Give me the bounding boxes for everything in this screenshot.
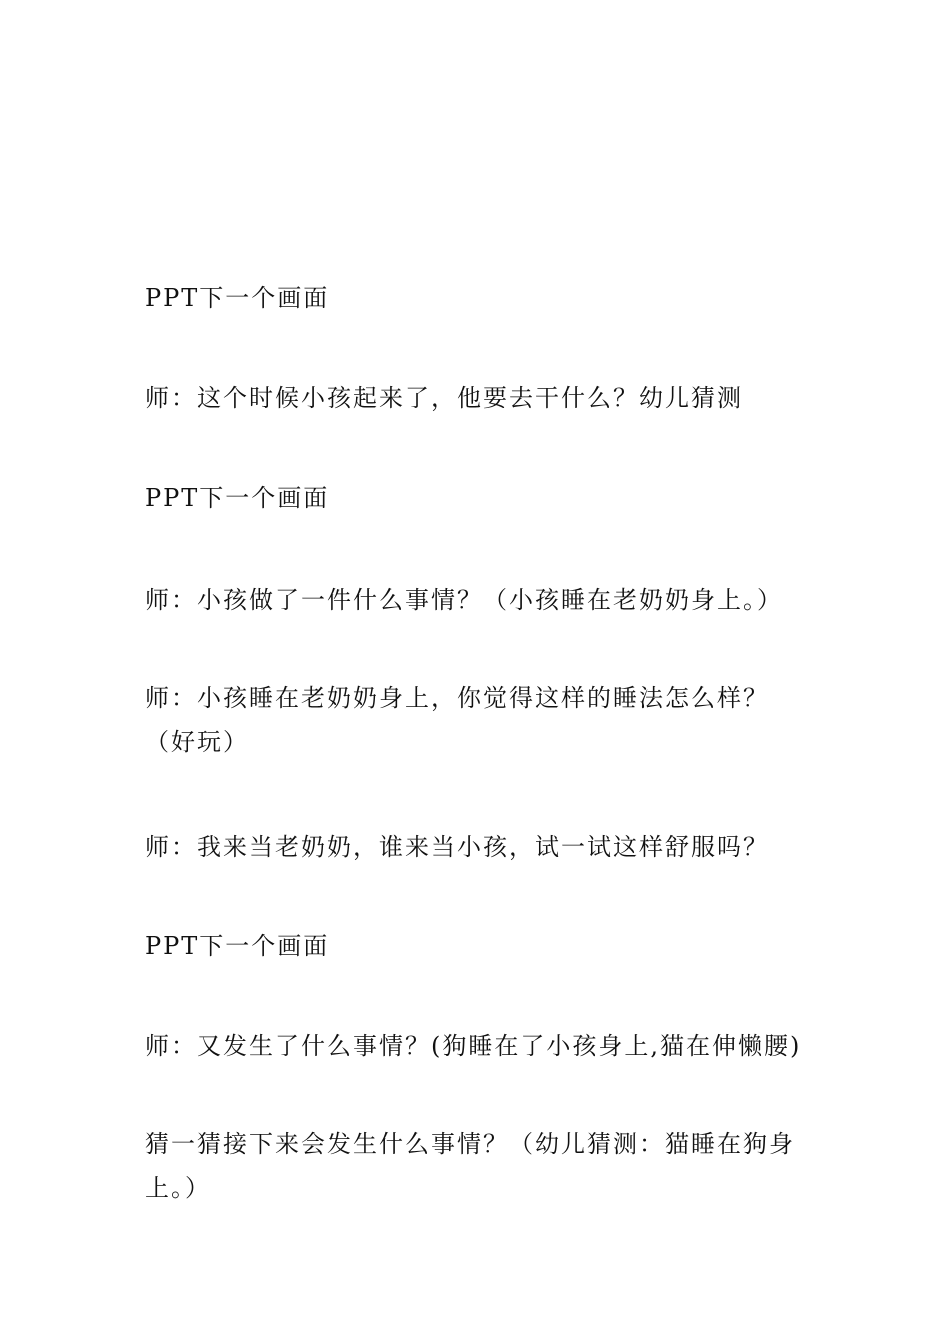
paragraph-teacher-question-3: 师：小孩睡在老奶奶身上，你觉得这样的睡法怎么样？（好玩） [145, 684, 769, 756]
paragraph-teacher-question-5: 师：又发生了什么事情？(狗睡在了小孩身上,猫在伸懒腰) [145, 1032, 802, 1060]
paragraph-ppt-next-2: PPT下一个画面 [145, 484, 330, 512]
paragraph-guess-question: 猜一猜接下来会发生什么事情？（幼儿猜测：猫睡在狗身上。） [145, 1130, 795, 1202]
paragraph-teacher-question-4: 师：我来当老奶奶，谁来当小孩，试一试这样舒服吗？ [145, 833, 769, 861]
paragraph-teacher-question-1: 师：这个时候小孩起来了，他要去干什么？幼儿猜测 [145, 384, 743, 412]
paragraph-ppt-next-3: PPT下一个画面 [145, 932, 330, 960]
paragraph-ppt-next-1: PPT下一个画面 [145, 284, 330, 312]
paragraph-teacher-question-2: 师：小孩做了一件什么事情？（小孩睡在老奶奶身上。） [145, 586, 783, 614]
